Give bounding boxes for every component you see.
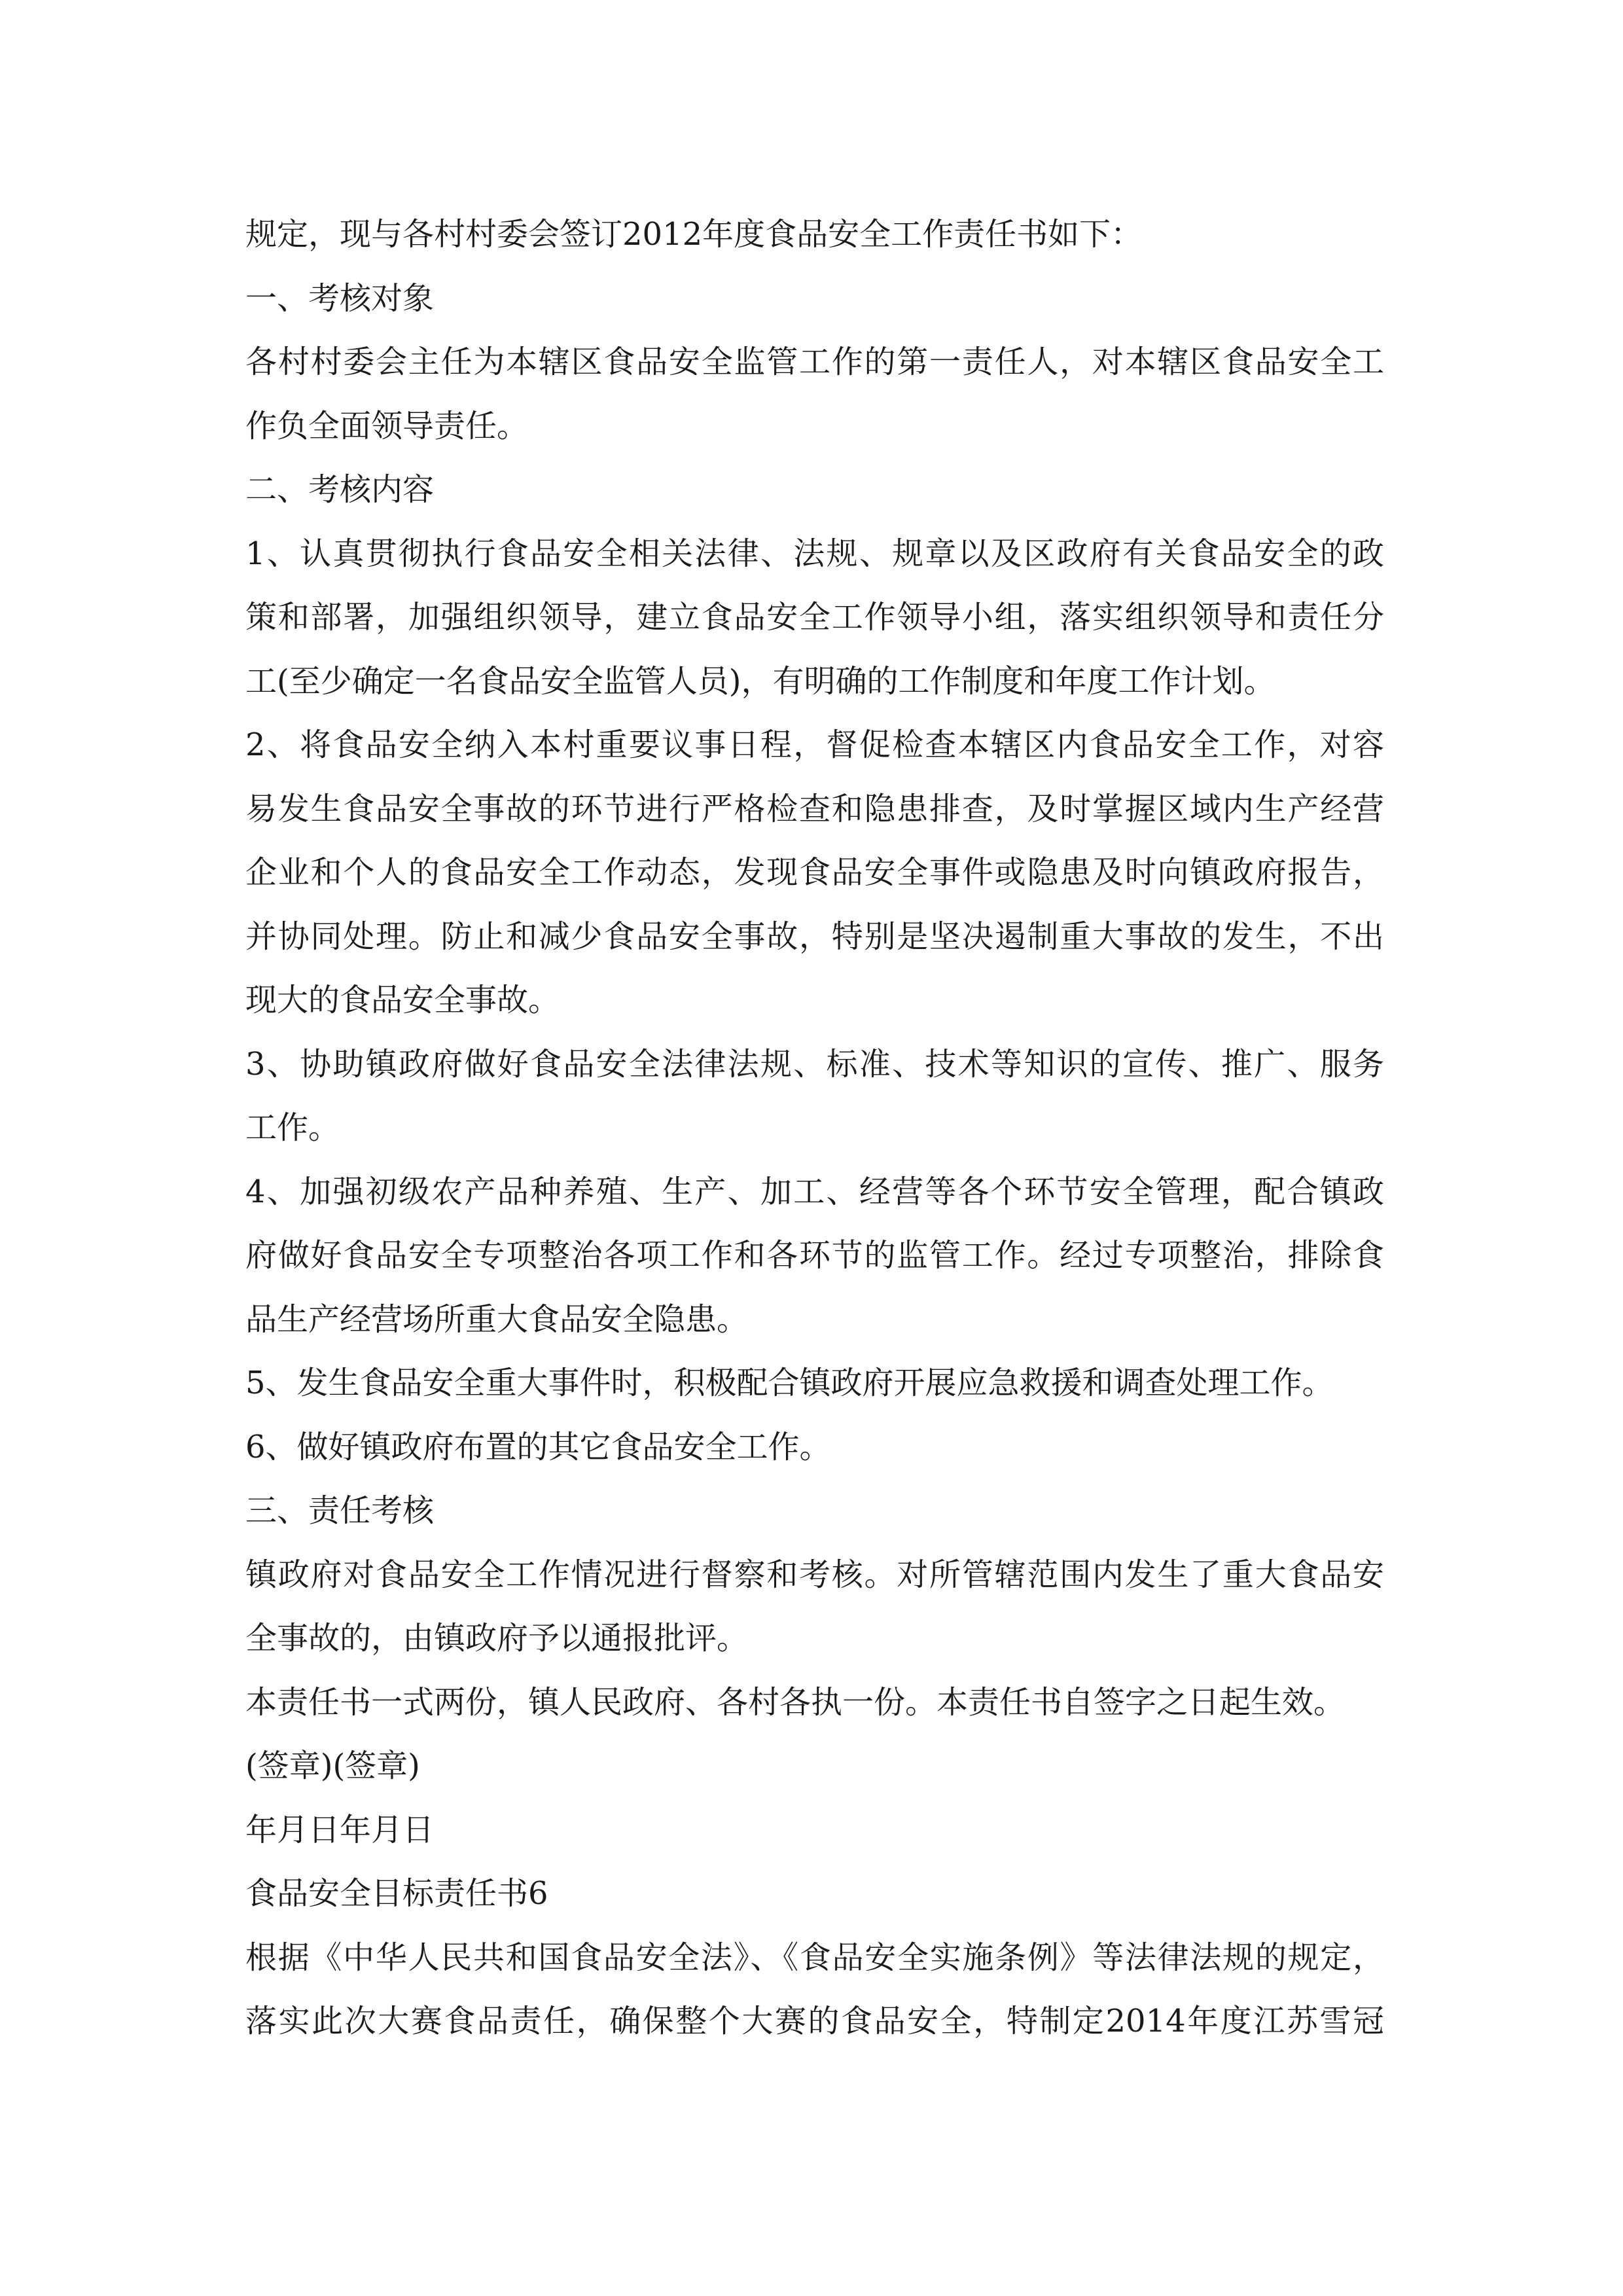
section-heading: 二、考核内容 (245, 471, 435, 508)
date-line: 年月日年月日 (245, 1811, 435, 1848)
document-title: 食品安全目标责任书6 (245, 1875, 548, 1912)
section-heading: 三、责任考核 (245, 1492, 435, 1529)
text-line: 2、将食品安全纳入本村重要议事日程，督促检查本辖区内食品安全工作，对容 (245, 726, 1384, 763)
text-line: 企业和个人的食品安全工作动态，发现食品安全事件或隐患及时向镇政府报告， (245, 854, 1384, 891)
text-line: 1、认真贯彻执行食品安全相关法律、法规、规章以及区政府有关食品安全的政 (245, 535, 1384, 572)
text-line: 品生产经营场所重大食品安全隐患。 (245, 1300, 749, 1338)
text-line: 工(至少确定一名食品安全监管人员)，有明确的工作制度和年度工作计划。 (245, 662, 1275, 700)
signature-line: (签章)(签章) (245, 1748, 420, 1784)
text-line: 并协同处理。防止和减少食品安全事故，特别是坚决遏制重大事故的发生，不出 (245, 918, 1384, 955)
text-line: 镇政府对食品安全工作情况进行督察和考核。对所管辖范围内发生了重大食品安 (245, 1556, 1384, 1593)
text-line: 作负全面领导责任。 (245, 407, 529, 444)
text-line: 工作。 (245, 1109, 340, 1146)
text-line: 5、发生食品安全重大事件时，积极配合镇政府开展应急救援和调查处理工作。 (245, 1365, 1334, 1401)
text-line: 易发生食品安全事故的环节进行严格检查和隐患排查，及时掌握区域内生产经营 (245, 790, 1384, 827)
text-line: 4、加强初级农产品种养殖、生产、加工、经营等各个环节安全管理，配合镇政 (245, 1173, 1384, 1210)
text-line: 现大的食品安全事故。 (245, 982, 560, 1018)
text-line: 根据《中华人民共和国食品安全法》、《食品安全实施条例》等法律法规的规定， (245, 1939, 1384, 1976)
text-line: 规定，现与各村村委会签订2012年度食品安全工作责任书如下： (245, 216, 1143, 253)
text-line: 全事故的，由镇政府予以通报批评。 (245, 1620, 749, 1657)
text-line: 6、做好镇政府布置的其它食品安全工作。 (245, 1428, 831, 1465)
section-heading: 一、考核对象 (245, 279, 435, 317)
document-body (245, 203, 1384, 2054)
text-line: 各村村委会主任为本辖区食品安全监管工作的第一责任人，对本辖区食品安全工 (245, 344, 1384, 380)
text-line: 落实此次大赛食品责任，确保整个大赛的食品安全，特制定2014年度江苏雪冠 (245, 2003, 1384, 2039)
text-line: 策和部署，加强组织领导，建立食品安全工作领导小组，落实组织领导和责任分 (245, 599, 1384, 636)
text-line: 本责任书一式两份，镇人民政府、各村各执一份。本责任书自签字之日起生效。 (245, 1683, 1346, 1721)
text-line: 3、协助镇政府做好食品安全法律法规、标准、技术等知识的宣传、推广、服务 (245, 1045, 1384, 1083)
text-line: 府做好食品安全专项整治各项工作和各环节的监管工作。经过专项整治，排除食 (245, 1237, 1384, 1274)
